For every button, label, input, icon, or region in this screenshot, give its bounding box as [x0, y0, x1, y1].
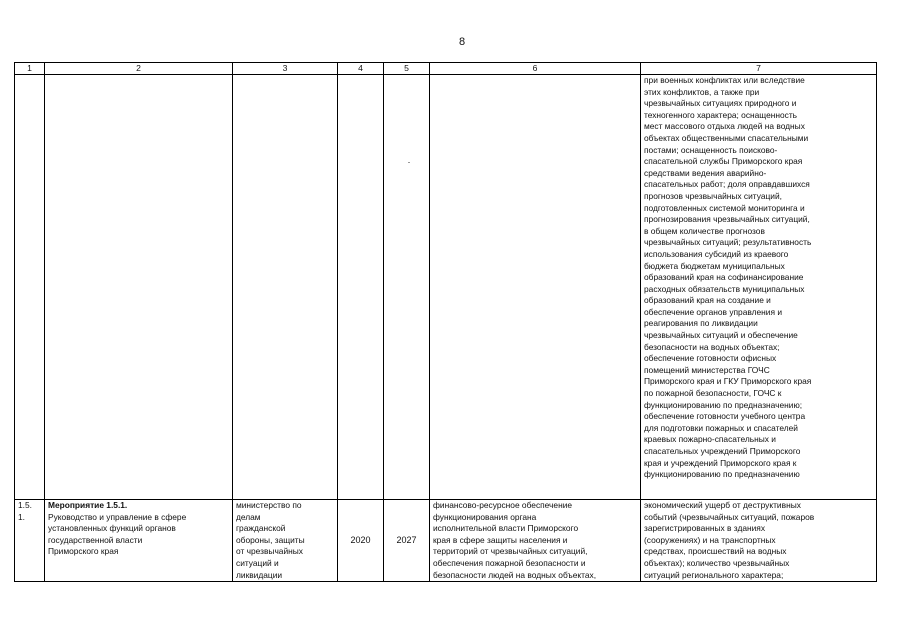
header-col-2: 2 [45, 63, 233, 75]
header-col-1: 1 [15, 63, 45, 75]
row1-col-4 [338, 75, 384, 500]
table-header-row [15, 63, 877, 75]
document-table [14, 62, 877, 582]
measure-description: Руководство и управление в сфере установленных функций органов государственной власти Приморского края [48, 511, 187, 557]
page-number: 8 [458, 36, 466, 48]
row1-col-3 [233, 75, 338, 500]
row1-col-6 [430, 75, 641, 500]
scan-speck [408, 162, 410, 163]
row2-result: финансово-ресурсное обеспечение функционирования органа исполнительной власти Приморского края в сфере защиты населения и территорий от чрезвычайных ситуаций, обеспечения пожарной безопасности и безопасности людей на водных объектах, [430, 500, 641, 582]
row2-measure [45, 500, 233, 582]
header-col-4: 4 [338, 63, 384, 75]
header-col-6: 6 [430, 63, 641, 75]
row1-col-5 [384, 75, 430, 500]
row2-start-year: 2020 [338, 500, 384, 582]
row2-indicators: экономический ущерб от деструктивных событий (чрезвычайных ситуаций, пожаров зарегистрированных в зданиях (сооружениях) и на транспортных средствах, происшествий на водных объектах); количество чрезвычайных ситуаций регионального характера; [641, 500, 877, 582]
row2-executor: министерство по делам гражданской обороны, защиты от чрезвычайных ситуаций и ликвидации [233, 500, 338, 582]
table-row [15, 75, 877, 500]
header-col-7: 7 [641, 63, 877, 75]
measure-title: Мероприятие 1.5.1. [48, 500, 128, 510]
row2-end-year: 2027 [384, 500, 430, 582]
header-col-3: 3 [233, 63, 338, 75]
header-col-5: 5 [384, 63, 430, 75]
table-row [15, 500, 877, 582]
row2-number: 1.5. 1. [15, 500, 45, 582]
row1-col-2 [45, 75, 233, 500]
row1-indicators: при военных конфликтах или вследствие этих конфликтов, а также при чрезвычайных ситуациях природного и техногенного характера; оснащенность мест массового отдыха людей на водных объектах общественными спасательными постами; оснащенность поисково- спасательной службы Приморского края средствами ведения аварийно- спасательных работ; доля оправдавшихся прогнозов чрезвычайных ситуаций, подготовленных системой мониторинга и прогнозирования чрезвычайных ситуаций, в общем количестве прогнозов чрезвычайных ситуаций; результативность использования субсидий из краевого бюджета бюджетам муниципальных образований края на софинансирование расходных обязательств муниципальных образований края на создание и обеспечение органов управления и реагирования по ликвидации чрезвычайных ситуаций и обеспечение безопасности на водных объектах; обеспечение готовности офисных помещений министерства ГОЧС Приморского края и ГКУ Приморского края по пожарной безопасности, ГОЧС к функционированию по предназначению; обеспечение готовности учебного центра для подготовки пожарных и спасателей краевых пожарно-спасательных и спасательных учреждений Приморского края и учреждений Приморского края к функционированию по предназначению [641, 75, 877, 500]
row1-col-1 [15, 75, 45, 500]
